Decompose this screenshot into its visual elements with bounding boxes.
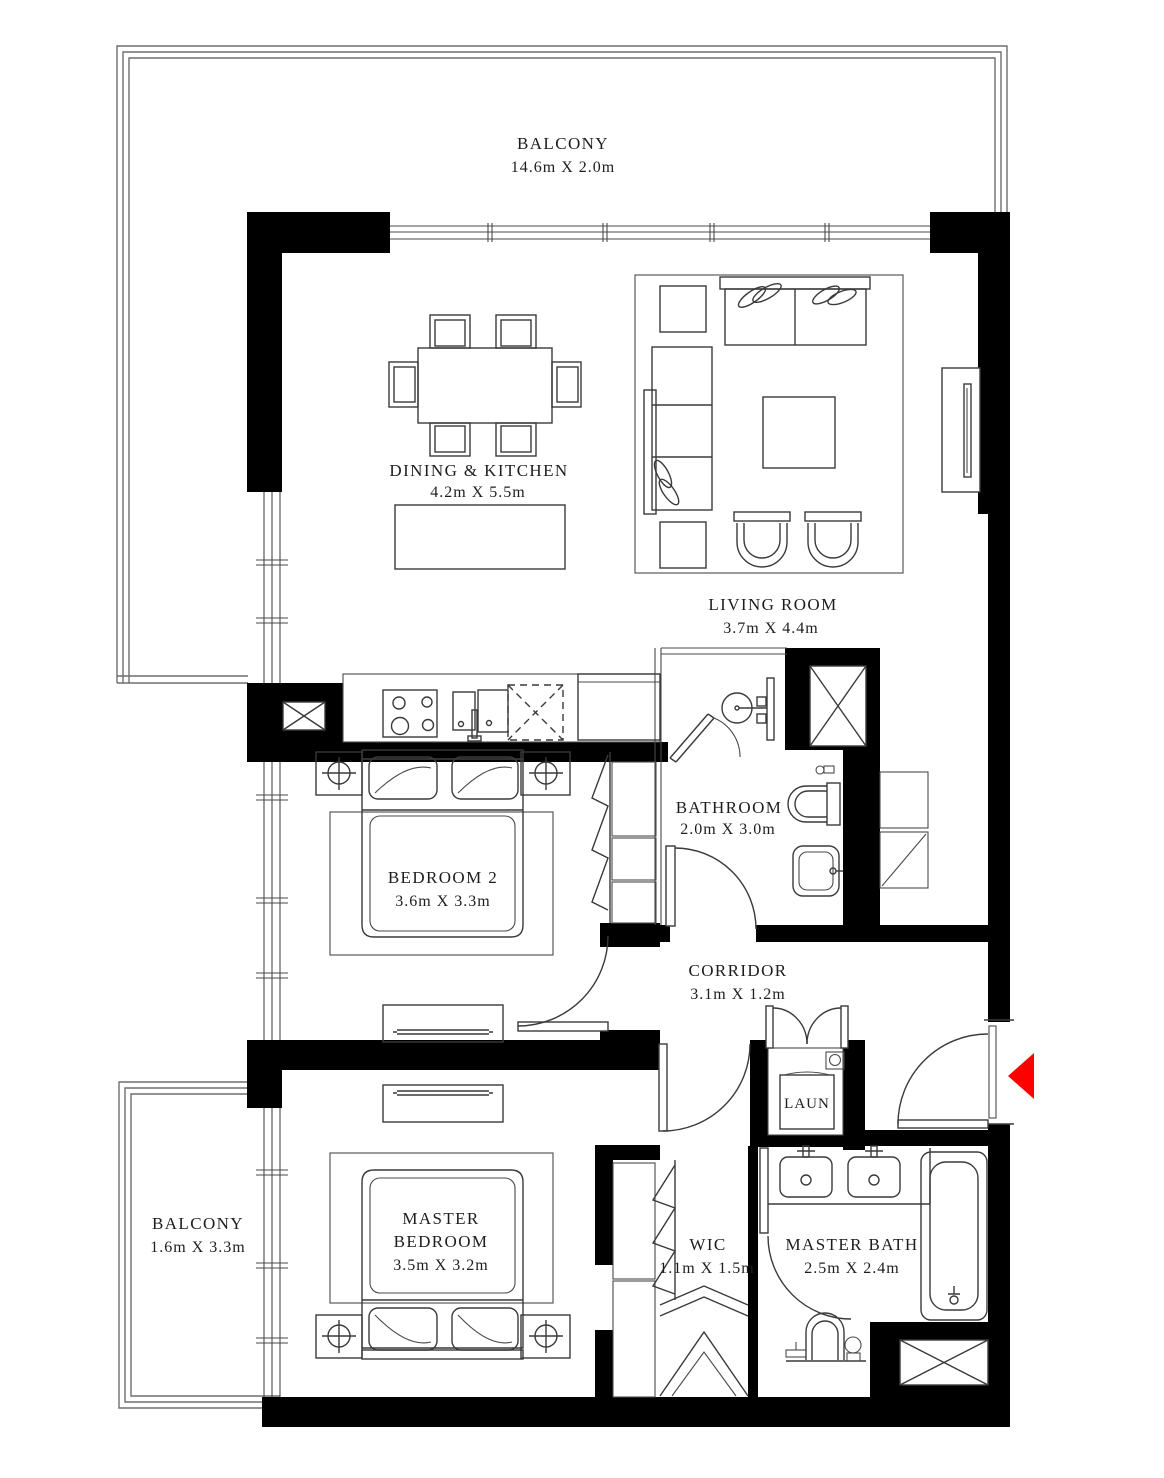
room-dims-bedroom2: 3.6m X 3.3m: [395, 893, 491, 910]
room-label-master-bedroom: MASTER: [402, 1209, 480, 1228]
entrance: [898, 1020, 1034, 1128]
room-label-laundry: LAUN: [784, 1096, 830, 1112]
room-dims-master-bedroom: 3.5m X 3.2m: [393, 1257, 489, 1274]
wardrobe: [592, 752, 656, 923]
armchair: [805, 512, 861, 567]
entrance-door-closed: [989, 1026, 996, 1118]
room-dims-bathroom: 2.0m X 3.0m: [680, 821, 776, 838]
counter-end: [578, 674, 660, 740]
kitchen-counter: [343, 674, 660, 742]
entrance-door-leaf: [898, 1120, 988, 1128]
rug: [635, 275, 903, 573]
room-label-corridor: CORRIDOR: [688, 961, 788, 980]
window-band-left-dining: [256, 492, 288, 683]
living-room-furniture: [635, 275, 980, 573]
dining-set: [389, 315, 581, 456]
bathtub-icon: [921, 1152, 987, 1320]
room-dims-balcony-top: 14.6m X 2.0m: [510, 159, 616, 176]
room-label-bathroom: BATHROOM: [675, 798, 783, 817]
room-dims-corridor: 3.1m X 1.2m: [690, 986, 786, 1003]
sink-icon: [453, 690, 508, 741]
stove-icon: [383, 690, 437, 737]
shower-icon: [722, 678, 774, 740]
master-bedroom-door: [659, 1044, 750, 1131]
vanity: [766, 1146, 930, 1204]
laundry: [766, 1006, 848, 1135]
room-label-dining-kitchen: DINING & KITCHEN: [389, 461, 569, 480]
master-toilet-icon: [786, 1313, 866, 1361]
window-band-top: [390, 223, 930, 242]
room-dims-wic: 1.1m X 1.5m: [659, 1260, 755, 1277]
side-table: [660, 522, 706, 568]
shaft-icon: [810, 666, 866, 746]
window-band-left-bedroom2: [256, 762, 288, 1040]
entrance-arrow-icon: [1008, 1053, 1034, 1099]
room-label-bedroom2: BEDROOM 2: [387, 868, 499, 887]
kitchen-island: [395, 505, 565, 569]
armchair: [734, 512, 790, 567]
laundry-double-door: [766, 1006, 848, 1048]
shaft-icon: [900, 1340, 988, 1385]
sofa-left: [644, 347, 712, 514]
toilet-icon: [788, 766, 840, 825]
room-label-master-bath: MASTER BATH: [785, 1235, 919, 1254]
dresser: [383, 1085, 503, 1122]
room-label-balcony-bottom: BALCONY: [152, 1214, 244, 1233]
room-label-wic: WIC: [689, 1235, 727, 1254]
bathroom-sink-icon: [793, 846, 843, 896]
side-table: [660, 286, 706, 332]
bedroom2-door: [518, 936, 608, 1031]
dresser: [383, 1005, 503, 1042]
window-band-left-master: [256, 1108, 288, 1397]
room-label-balcony-top: BALCONY: [517, 134, 609, 153]
master-bath-door: [760, 1148, 851, 1319]
nightstand: [521, 1315, 570, 1358]
coffee-table: [763, 397, 835, 468]
tv-unit: [942, 368, 980, 492]
sofa-top: [720, 277, 870, 345]
master-bedroom: [316, 1044, 750, 1359]
bathroom-door: [666, 846, 756, 929]
appliance-space-icon: [508, 685, 563, 740]
room-dims-living: 3.7m X 4.4m: [723, 620, 819, 637]
wic: [613, 1160, 748, 1397]
room-label-master-bedroom-2: BEDROOM: [393, 1232, 489, 1251]
room-label-living: LIVING ROOM: [708, 595, 838, 614]
shaft-icon: [283, 702, 325, 730]
room-dims-balcony-bottom: 1.6m X 3.3m: [150, 1239, 246, 1256]
nightstand: [316, 1315, 362, 1358]
room-dims-master-bath: 2.5m X 2.4m: [804, 1260, 900, 1277]
room-dims-dining-kitchen: 4.2m X 5.5m: [430, 484, 526, 501]
duct-doors: [880, 772, 928, 888]
